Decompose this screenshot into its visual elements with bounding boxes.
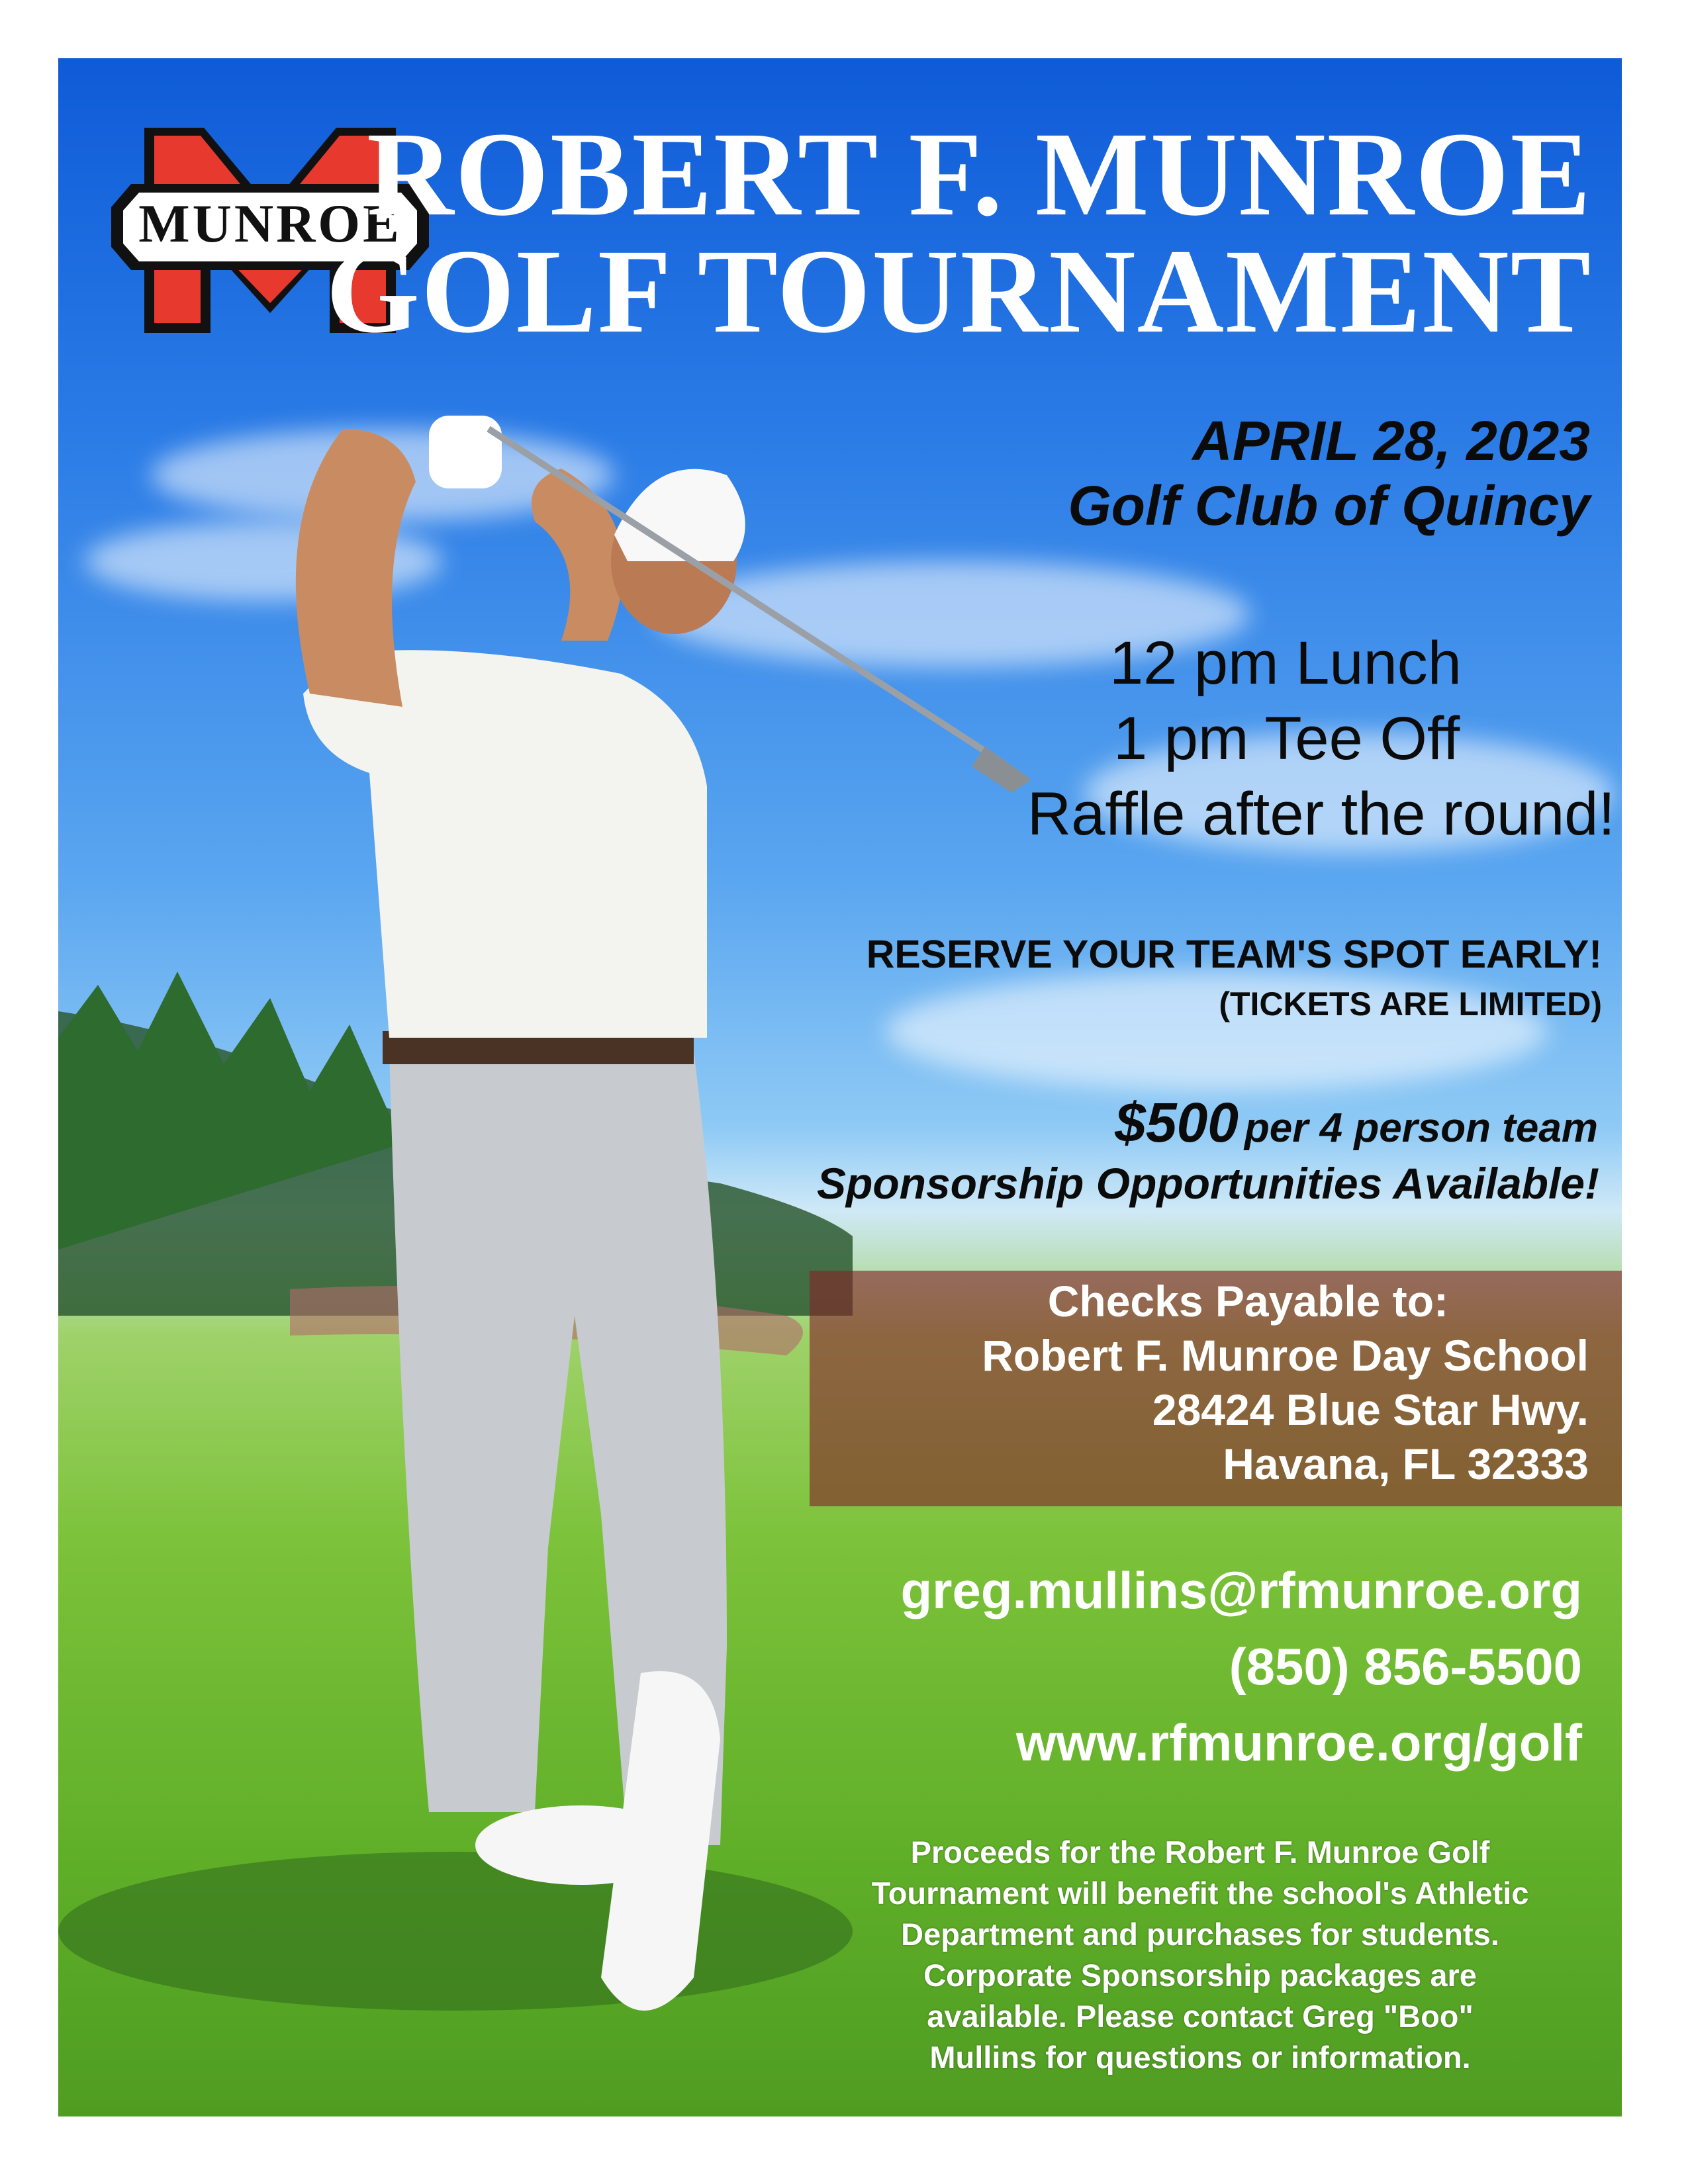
schedule-raffle: Raffle after the round! xyxy=(1027,780,1615,848)
pricing-line xyxy=(1115,1091,1598,1155)
checks-street: 28424 Blue Star Hwy. xyxy=(1152,1385,1589,1434)
schedule-lunch: 12 pm Lunch xyxy=(1109,629,1462,697)
poster xyxy=(58,58,1622,2116)
proceeds-line: Tournament will benefit the school's Athletic xyxy=(871,1876,1529,1911)
contact-website[interactable]: www.rfmunroe.org/golf xyxy=(1015,1713,1582,1772)
contact-phone[interactable]: (850) 856-5500 xyxy=(1229,1637,1582,1696)
event-date: APRIL 28, 2023 xyxy=(1192,410,1590,472)
contact-email[interactable]: greg.mullins@rfmunroe.org xyxy=(900,1561,1582,1619)
logo-text: MUNROE xyxy=(138,193,402,253)
proceeds-line: Proceeds for the Robert F. Munroe Golf xyxy=(910,1835,1490,1870)
proceeds-line: Corporate Sponsorship packages are xyxy=(923,1958,1477,1993)
price-amount: $500 xyxy=(1115,1091,1239,1154)
proceeds-line: Department and purchases for students. xyxy=(901,1917,1499,1952)
golfer-arm xyxy=(532,469,623,641)
proceeds-line: Mullins for questions or information. xyxy=(929,2040,1471,2075)
checks-city: Havana, FL 32333 xyxy=(1223,1439,1589,1488)
proceeds-paragraph xyxy=(786,1832,1614,2078)
title-line-1: ROBERT F. MUNROE xyxy=(367,108,1592,241)
event-venue: Golf Club of Quincy xyxy=(1068,475,1590,537)
golf-club-head xyxy=(972,747,1031,793)
price-per-team: per 4 person team xyxy=(1244,1105,1598,1151)
checks-label: Checks Payable to: xyxy=(1047,1277,1448,1326)
title-line-2: GOLF TOURNAMENT xyxy=(326,225,1592,358)
proceeds-line: available. Please contact Greg "Boo" xyxy=(927,1999,1474,2034)
golfer-shadow xyxy=(58,1852,853,2011)
reserve-headline: RESERVE YOUR TEAM'S SPOT EARLY! xyxy=(866,933,1602,976)
sponsorship-note: Sponsorship Opportunities Available! xyxy=(816,1159,1599,1208)
schedule-tee-off: 1 pm Tee Off xyxy=(1113,705,1460,772)
golfer-illustration xyxy=(58,58,1622,2116)
golfer-cap xyxy=(614,469,745,561)
golfer-shirt xyxy=(303,650,707,1038)
reserve-note: (TICKETS ARE LIMITED) xyxy=(1219,985,1602,1023)
checks-payee: Robert F. Munroe Day School xyxy=(982,1331,1589,1380)
